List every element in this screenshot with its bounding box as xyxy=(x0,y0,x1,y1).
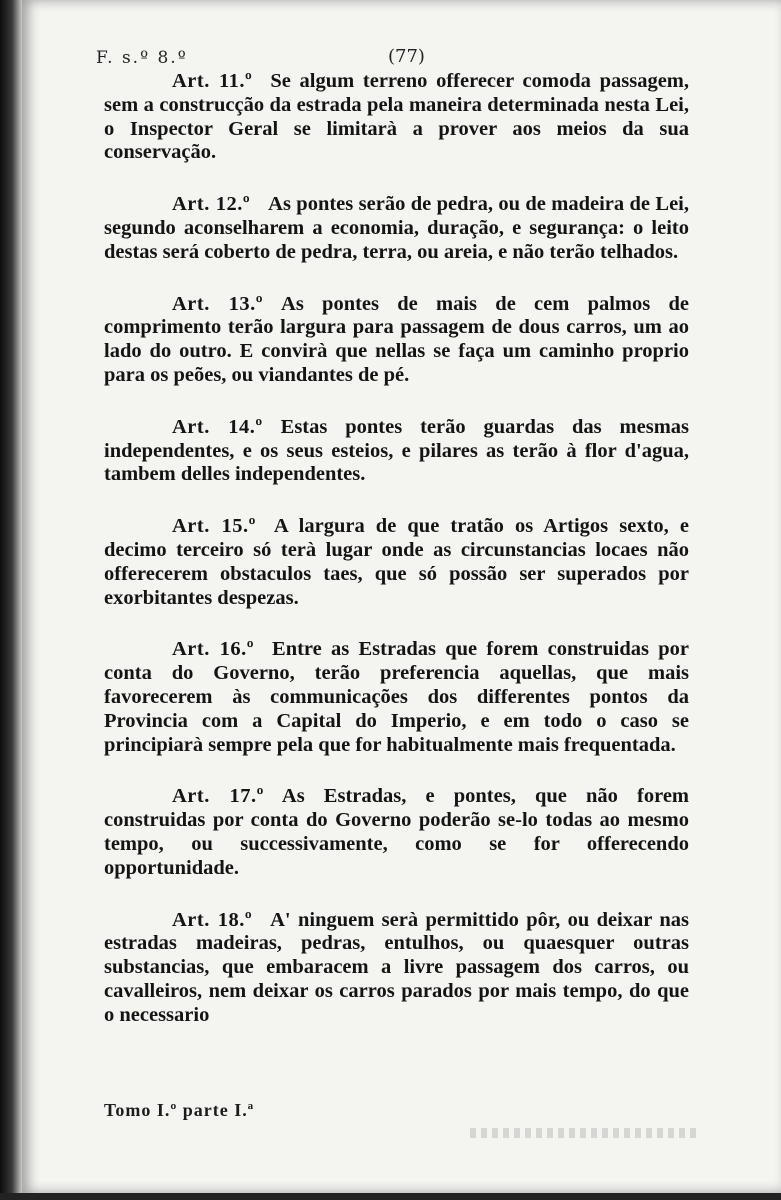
article-text: As pontes de mais de cem palmos de comprimento terão largura para passagem de dous carros, um ao lado do outro. E convirà que nellas se faça um caminho proprio para os peões, ou viandantes de pé. xyxy=(104,292,689,386)
article-number: Art. 18.º xyxy=(172,908,253,931)
article-text: As pontes serão de pedra, ou de madeira de Lei, segundo aconselharem a economia, duração, e segurança: o leito destas será coberto de pedra, terra, ou areia, e não terão telhados. xyxy=(104,193,690,263)
page-header xyxy=(96,44,696,72)
article-text: A' ninguem serà permittido pôr, ou deixar nas estradas madeiras, pedras, entulhos, ou quaesquer outras substancias, que embaracem a livre passagem dos carros, ou cavalleiros, nem deixar os carros parados por mais tempo, do que o necessario xyxy=(104,908,689,1026)
article-15 xyxy=(104,515,689,610)
article-text: Se algum terreno offerecer comoda passagem, sem a construcção da estrada pela maneira determinada nesta Lei, o Inspector Geral se limitarà a prover aos meios da sua conservação. xyxy=(104,70,689,164)
article-12 xyxy=(104,193,689,264)
article-17 xyxy=(104,785,689,880)
article-number: Art. 15.º xyxy=(172,515,256,538)
printer-signature: F. s.º 8.º xyxy=(96,48,188,68)
article-text: Entre as Estradas que forem construidas por conta do Governo, terão preferencia aquellas, que mais favorecerem às communicações dos differentes pontos da Provincia com a Capital do Imperio, e em todo o caso se principiarà sempre pela que for habitualmente mais frequentada. xyxy=(104,638,689,756)
article-number: Art. 14.º xyxy=(172,415,263,438)
article-13 xyxy=(104,293,689,388)
page-bottom-edge xyxy=(0,1193,781,1200)
print-smudge xyxy=(470,1128,700,1138)
article-11 xyxy=(104,70,689,165)
article-number: Art. 13.º xyxy=(172,292,264,315)
article-16 xyxy=(104,638,689,757)
article-18 xyxy=(104,909,689,1028)
volume-part-label: Tomo I.º parte I.ª xyxy=(104,1100,255,1120)
article-number: Art. 12.º xyxy=(172,193,251,216)
article-14 xyxy=(104,416,689,487)
articles-body xyxy=(104,70,689,1056)
page-number: (77) xyxy=(388,46,425,67)
article-text: A largura de que tratão os Artigos sexto, e decimo terceiro só terà lugar onde as circunstancias locaes não offerecerem obstaculos taes, que só possão ser superados por exorbitantes despezas. xyxy=(104,515,689,609)
article-text: As Estradas, e pontes, que não forem construidas por conta do Governo poderão se-lo todas ao mesmo tempo, ou successivamente, como se for offerecendo opportunidade. xyxy=(104,785,690,879)
article-number: Art. 16.º xyxy=(172,638,255,661)
article-text: Estas pontes terão guardas das mesmas independentes, e os seus esteios, e pilares as terão à flor d'agua, tambem delles independentes. xyxy=(104,415,689,486)
article-number: Art. 11.º xyxy=(172,70,253,92)
article-number: Art. 17.º xyxy=(172,785,264,808)
page-binding-edge xyxy=(0,0,22,1200)
page-footer xyxy=(104,1100,689,1130)
